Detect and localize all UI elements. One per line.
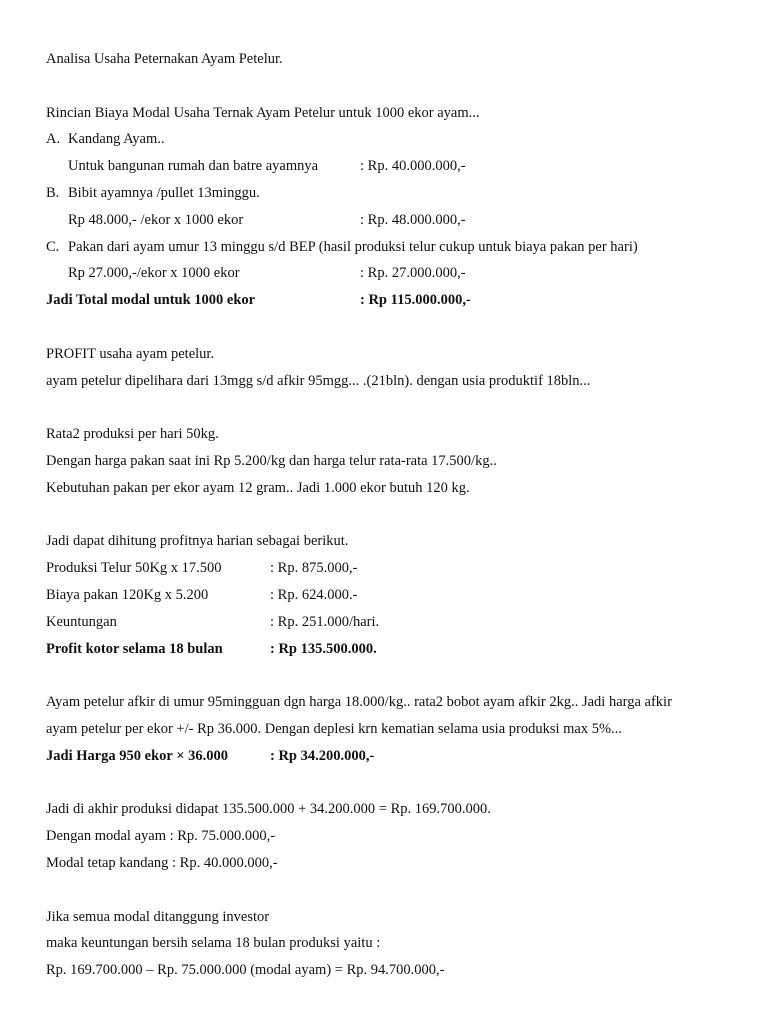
modal-kandang: Modal tetap kandang : Rp. 40.000.000,- — [46, 854, 278, 871]
spacer — [46, 877, 736, 904]
cost-label: Rp 27.000,-/ekor x 1000 ekor — [68, 265, 240, 282]
daily-row — [46, 582, 736, 609]
spacer — [46, 314, 736, 341]
section-b-item — [46, 207, 736, 234]
section-c-item — [46, 260, 736, 287]
daily-row — [46, 609, 736, 636]
harga-afkir-value: : Rp 34.200.000,- — [270, 747, 375, 764]
daily-label: Biaya pakan 120Kg x 5.200 — [46, 586, 209, 603]
profit-kotor-value: : Rp 135.500.000. — [270, 640, 377, 657]
profit-kotor-row — [46, 636, 736, 663]
daily-value: : Rp. 624.000.- — [270, 586, 358, 603]
daily-label: Produksi Telur 50Kg x 17.500 — [46, 560, 222, 577]
cost-value: : Rp. 48.000.000,- — [360, 211, 466, 228]
production-line: Rata2 produksi per hari 50kg. — [46, 426, 219, 443]
daily-row — [46, 555, 736, 582]
investor-line: Jika semua modal ditanggung investor — [46, 908, 270, 925]
cost-value: : Rp. 40.000.000,- — [360, 158, 466, 175]
investor-line: maka keuntungan bersih selama 18 bulan produksi yaitu : — [46, 935, 381, 952]
list-item-title: Pakan dari ayam umur 13 minggu s/d BEP (hasil produksi telur cukup untuk biaya pakan per hari) — [68, 238, 638, 255]
section-c-title — [46, 234, 736, 261]
profit-kotor-label: Profit kotor selama 18 bulan — [46, 640, 223, 657]
daily-value: : Rp. 875.000,- — [270, 560, 358, 577]
akhir-produksi: Jadi di akhir produksi didapat 135.500.000 + 34.200.000 = Rp. 169.700.000. — [46, 801, 491, 818]
production-line: Dengan harga pakan saat ini Rp 5.200/kg dan harga telur rata-rata 17.500/kg.. — [46, 452, 497, 469]
production-line: Kebutuhan pakan per ekor ayam 12 gram.. Jadi 1.000 ekor butuh 120 kg. — [46, 479, 470, 496]
daily-heading: Jadi dapat dihitung profitnya harian sebagai berikut. — [46, 533, 349, 550]
list-marker: C. — [46, 238, 60, 255]
cost-label: Untuk bangunan rumah dan batre ayamnya — [68, 158, 319, 175]
spacer — [46, 662, 736, 689]
daily-label: Keuntungan — [46, 613, 117, 630]
list-marker: A. — [46, 131, 61, 148]
document-title: Analisa Usaha Peternakan Ayam Petelur. — [46, 51, 283, 67]
harga-afkir-row — [46, 743, 736, 770]
spacer — [46, 394, 736, 421]
profit-heading: PROFIT usaha ayam petelur. — [46, 345, 215, 362]
profit-description: ayam petelur dipelihara dari 13mgg s/d afkir 95mgg... .(21bln). dengan usia produktif 18bln... — [46, 372, 591, 389]
spacer — [46, 502, 736, 529]
cost-value: : Rp. 27.000.000,- — [360, 265, 466, 282]
list-marker: B. — [46, 184, 60, 201]
list-item-title: Bibit ayamnya /pullet 13minggu. — [68, 184, 260, 201]
harga-afkir-label: Jadi Harga 950 ekor × 36.000 — [46, 747, 228, 764]
document-page — [46, 46, 736, 984]
afkir-text: ayam petelur per ekor +/- Rp 36.000. Dengan deplesi krn kematian selama usia produksi max 5%... — [46, 720, 622, 737]
investor-line: Rp. 169.700.000 – Rp. 75.000.000 (modal ayam) = Rp. 94.700.000,- — [46, 962, 445, 979]
daily-value: : Rp. 251.000/hari. — [270, 613, 380, 630]
cost-label: Rp 48.000,- /ekor x 1000 ekor — [68, 211, 244, 228]
spacer — [46, 770, 736, 797]
spacer — [46, 73, 736, 100]
total-modal-label: Jadi Total modal untuk 1000 ekor — [46, 292, 256, 309]
section-a-item — [46, 153, 736, 180]
afkir-text: Ayam petelur afkir di umur 95mingguan dgn harga 18.000/kg.. rata2 bobot ayam afkir 2kg.. Jadi harga afkir — [46, 694, 672, 711]
total-modal-row — [46, 287, 736, 314]
rincian-heading: Rincian Biaya Modal Usaha Ternak Ayam Petelur untuk 1000 ekor ayam... — [46, 104, 480, 121]
list-item-title: Kandang Ayam.. — [68, 131, 165, 148]
section-b-title — [46, 180, 736, 207]
modal-ayam: Dengan modal ayam : Rp. 75.000.000,- — [46, 828, 276, 845]
total-modal-value: : Rp 115.000.000,- — [360, 292, 471, 309]
section-a-title — [46, 126, 736, 153]
